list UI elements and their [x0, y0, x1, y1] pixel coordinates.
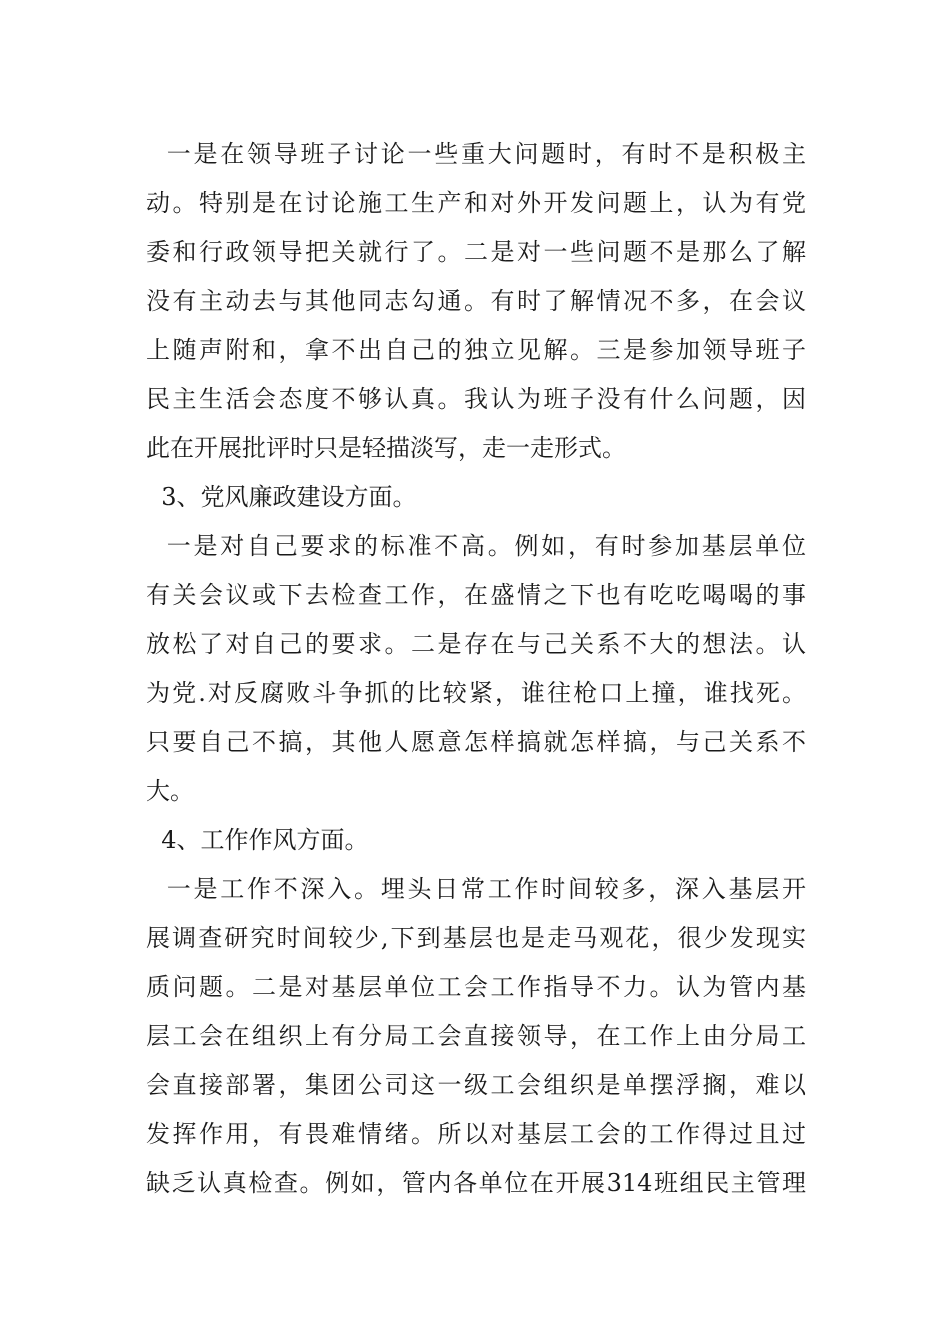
text-line: 展调查研究时间较少,下到基层也是走马观花，很少发现实 [146, 924, 806, 952]
text-line: 一是在领导班子讨论一些重大问题时，有时不是积极主 [146, 140, 806, 168]
text-line: 一是对自己要求的标准不高。例如，有时参加基层单位 [146, 532, 806, 560]
text-line: 上随声附和，拿不出自己的独立见解。三是参加领导班子 [146, 336, 806, 364]
text-line: 缺乏认真检查。例如，管内各单位在开展314班组民主管理 [146, 1169, 806, 1197]
section-heading: 3、党风廉政建设方面。 [146, 483, 417, 511]
text-line: 一是工作不深入。埋头日常工作时间较多，深入基层开 [146, 875, 806, 903]
text-line: 放松了对自己的要求。二是存在与己关系不大的想法。认 [146, 630, 806, 658]
text-line: 民主生活会态度不够认真。我认为班子没有什么问题，因 [146, 385, 806, 413]
text-line: 层工会在组织上有分局工会直接领导，在工作上由分局工 [146, 1022, 806, 1050]
text-line: 为党.对反腐败斗争抓的比较紧，谁往枪口上撞，谁找死。 [146, 679, 806, 707]
text-line: 只要自己不搞，其他人愿意怎样搞就怎样搞，与己关系不 [146, 728, 806, 756]
section-heading: 4、工作作风方面。 [146, 826, 369, 854]
text-line: 没有主动去与其他同志勾通。有时了解情况不多，在会议 [146, 287, 806, 315]
document-body [146, 130, 806, 1208]
text-line: 委和行政领导把关就行了。二是对一些问题不是那么了解 [146, 238, 806, 266]
text-line: 大。 [146, 777, 194, 805]
text-line: 有关会议或下去检查工作，在盛情之下也有吃吃喝喝的事 [146, 581, 806, 609]
text-line: 质问题。二是对基层单位工会工作指导不力。认为管内基 [146, 973, 806, 1001]
text-line: 动。特别是在讨论施工生产和对外开发问题上，认为有党 [146, 189, 806, 217]
text-line: 此在开展批评时只是轻描淡写，走一走形式。 [146, 434, 626, 462]
text-line: 发挥作用，有畏难情绪。所以对基层工会的工作得过且过 [146, 1120, 806, 1148]
text-line: 会直接部署，集团公司这一级工会组织是单摆浮搁，难以 [146, 1071, 806, 1099]
